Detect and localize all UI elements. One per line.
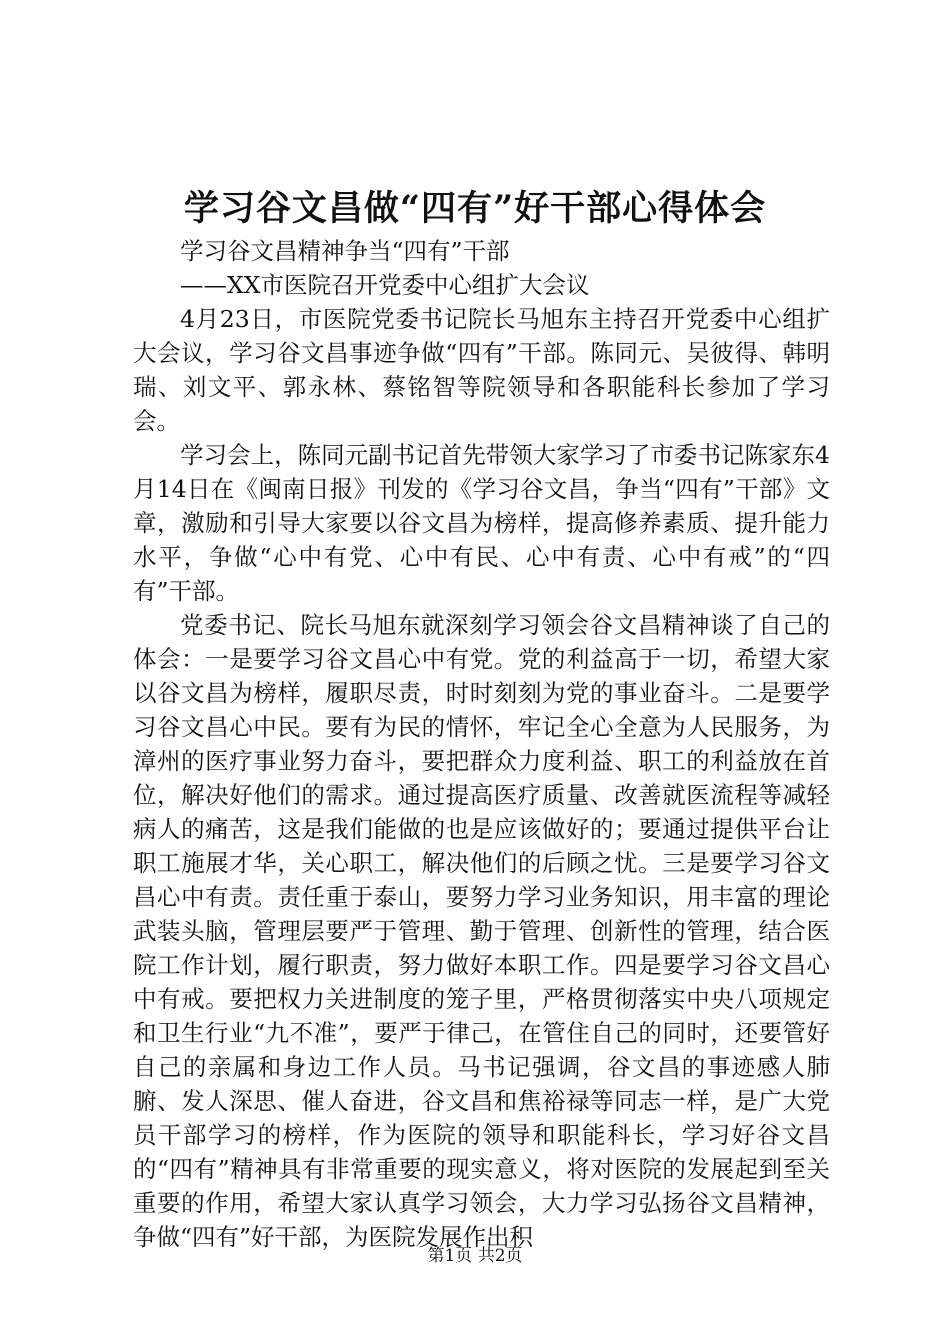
paragraph-1: 4月23日，市医院党委书记院长马旭东主持召开党委中心组扩大会议，学习谷文昌事迹争做“四有”干部。陈同元、吴彼得、韩明瑞、刘文平、郭永林、蔡铭智等院领导和各职能科长参加了学习会。: [133, 305, 830, 435]
subtitle-line-2: ——XX市医院召开党委中心组扩大会议: [180, 271, 590, 299]
document-body: [133, 234, 830, 1254]
document-title: 学习谷文昌做“四有”好干部心得体会: [183, 188, 767, 229]
page-footer: 第1页 共2页: [427, 1246, 523, 1266]
subtitle-line-1: 学习谷文昌精神争当“四有”干部: [180, 237, 510, 265]
paragraph-2: 学习会上，陈同元副书记首先带领大家学习了市委书记陈家东4月14日在《闽南日报》刊发的《学习谷文昌，争当“四有”干部》文章，激励和引导大家要以谷文昌为榜样，提高修养素质、提升能力水平，争做“心中有党、心中有民、心中有责、心中有戒”的“四有”干部。: [133, 441, 830, 605]
paragraph-3: 党委书记、院长马旭东就深刻学习领会谷文昌精神谈了自己的体会：一是要学习谷文昌心中有党。党的利益高于一切，希望大家以谷文昌为榜样，履职尽责，时时刻刻为党的事业奋斗。二是要学习谷文昌心中民。要有为民的情怀，牢记全心全意为人民服务，为漳州的医疗事业努力奋斗，要把群众力度利益、职工的利益放在首位，解决好他们的需求。通过提高医疗质量、改善就医流程等减轻病人的痛苦，这是我们能做的也是应该做好的；要通过提供平台让职工施展才华，关心职工，解决他们的后顾之忧。三是要学习谷文昌心中有责。责任重于泰山，要努力学习业务知识，用丰富的理论武装头脑，管理层要严于管理、勤于管理、创新性的管理，结合医院工作计划，履行职责，努力做好本职工作。四是要学习谷文昌心中有戒。要把权力关进制度的笼子里，严格贯彻落实中央八项规定和卫生行业“九不准”，要严于律己，在管住自己的同时，还要管好自己的亲属和身边工作人员。马书记强调，谷文昌的事迹感人肺腑、发人深思、催人奋进，谷文昌和焦裕禄等同志一样，是广大党员干部学习的榜样，作为医院的领导和职能科长，学习好谷文昌的“四有”精神具有非常重要的现实意义，将对医院的发展起到至关重要的作用，希望大家认真学习领会，大力学习弘扬谷文昌精神，争做“四有”好干部，为医院发展作出积: [133, 611, 830, 1251]
